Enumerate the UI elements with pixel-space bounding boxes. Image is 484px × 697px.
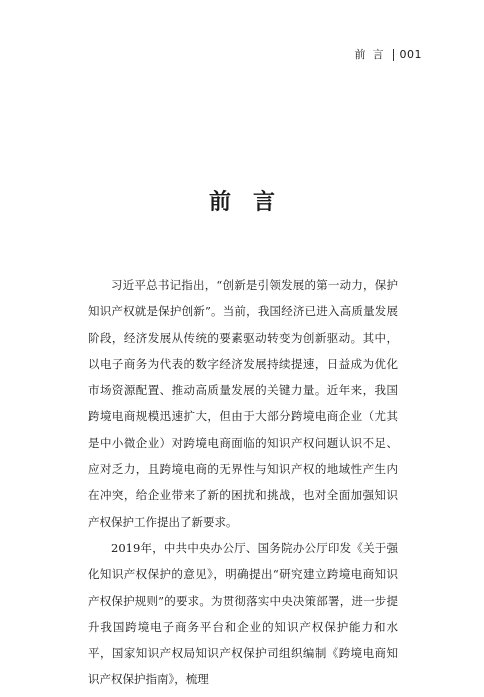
- page-number: 001: [399, 48, 422, 61]
- paragraph-1: 习近平总书记指出，“创新是引领发展的第一动力，保护知识产权就是保护创新”。当前，我国经济已进入高质量发展阶段，经济发展从传统的要素驱动转变为创新驱动。其中，以电子商务为代表的数字经济发展持续提速，日益成为优化市场资源配置、推动高质量发展的关键力量。近年来，我国跨境电商规模迅速扩大，但由于大部分跨境电商企业（尤其是中小微企业）对跨境电商面临的知识产权问题认识不足、应对乏力，且跨境电商的无界性与知识产权的地域性产生内在冲突，给企业带来了新的困扰和挑战，也对全面加强知识产权保护工作提出了新要求。: [88, 278, 398, 529]
- chapter-title: 前言: [208, 189, 297, 215]
- running-header: [355, 48, 423, 62]
- header-divider: [393, 49, 394, 61]
- paragraph-2: 2019年，中共中央办公厅、国务院办公厅印发《关于强化知识产权保护的意见》，明确提出“研究建立跨境电商知识产权保护规则”的要求。为贯彻落实中央决策部署，进一步提升我国跨境电子商务平台和企业的知识产权保护能力和水平，国家知识产权局知识产权保护司组织编制《跨境电商知识产权保护指南》，梳理: [88, 540, 398, 687]
- body-text: [88, 272, 398, 693]
- header-section-title: 前言: [354, 48, 391, 61]
